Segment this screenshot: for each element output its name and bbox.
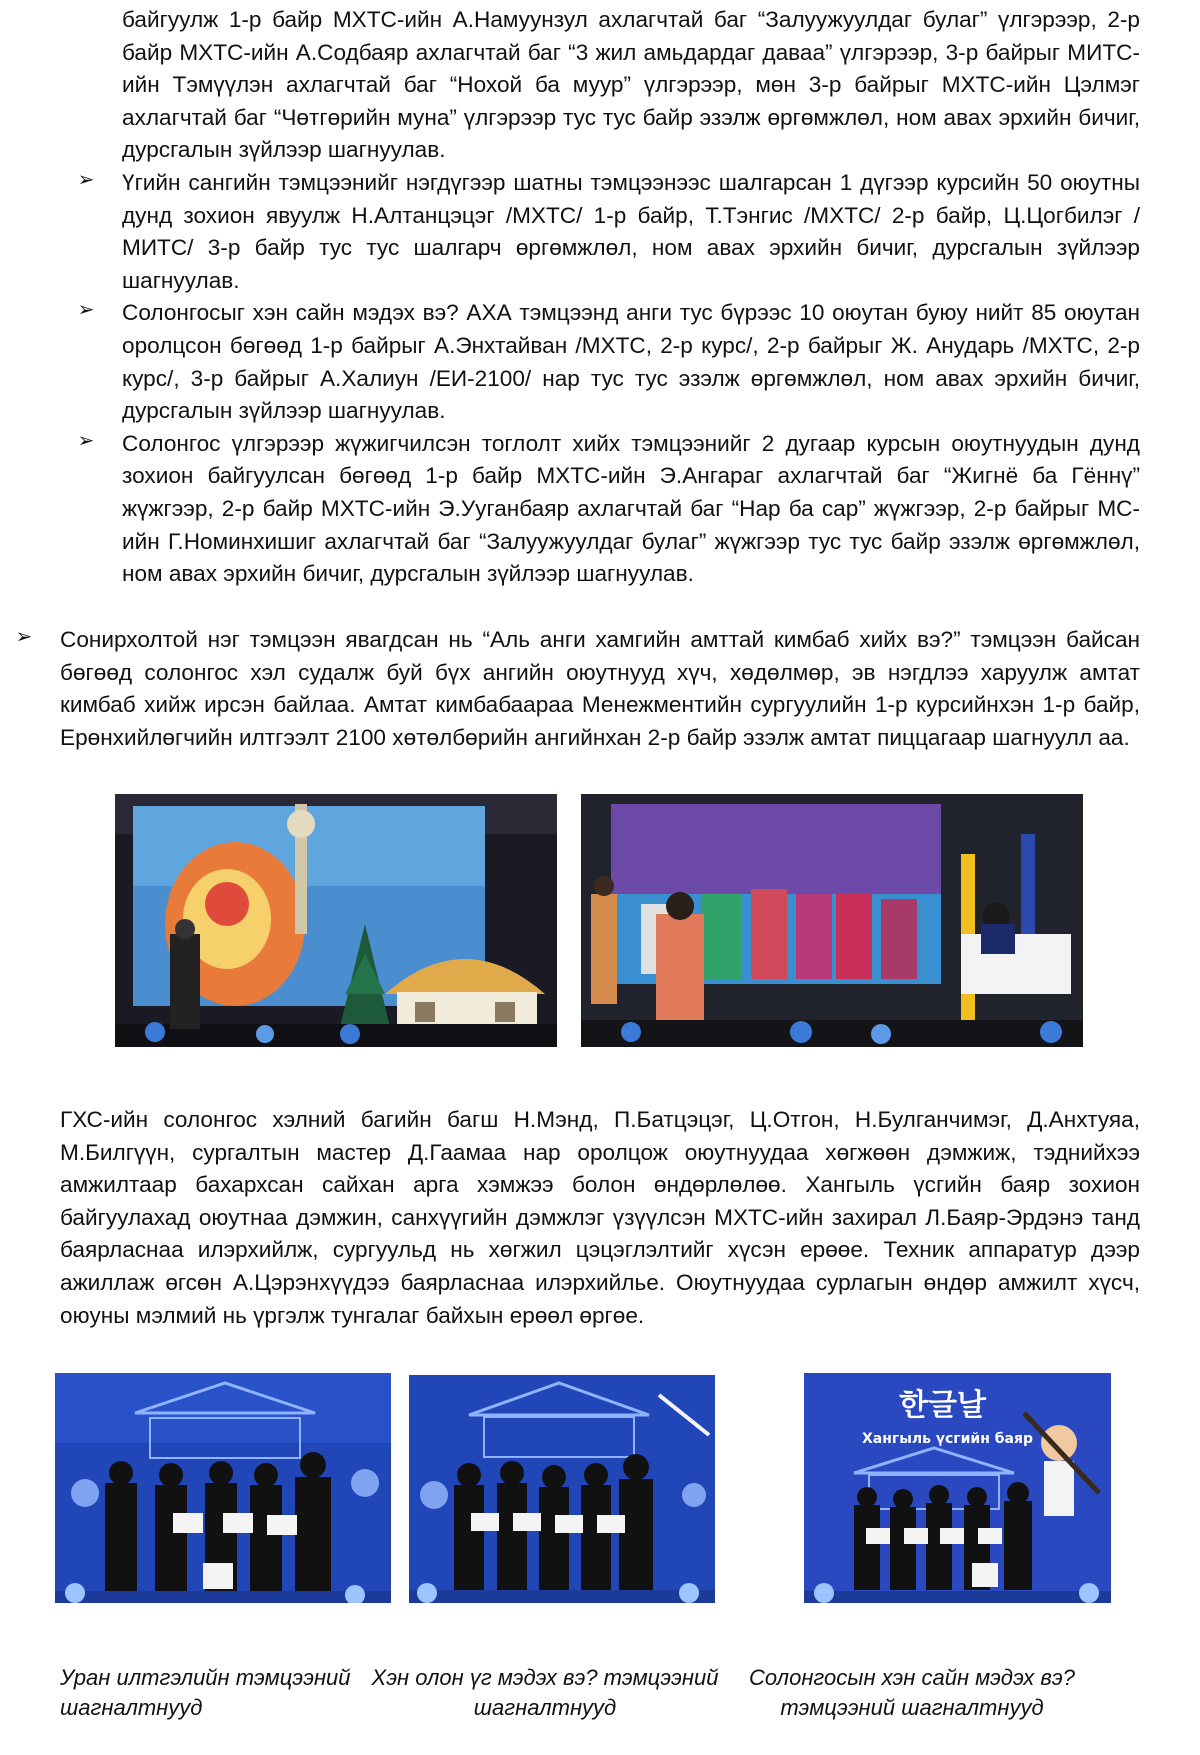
photo-caption-3	[732, 1663, 1092, 1723]
list-item	[77, 427, 1140, 591]
bullet-arrow-icon: ➢	[77, 297, 95, 322]
list-item-text: байгуулж 1-р байр МХТС-ийн А.Намуунзул ахлагчтай баг “Залуужуулдаг булаг” үлгэрээр, 2-р байр МХТС-ийн А.Содбаяр ахлагчтай баг “3 жил амьдардаг даваа” үлгэрээр, 3-р байрыг МИТС-ийн Тэмүүлэн ахлагчтай баг “Нохой ба муур” үлгэрээр, мөн 3-р байрыг МХТС-ийн Цэлмэг ахлагчтай баг “Чөтгөрийн муна” үлгэрээр тус тус байр эзэлж өргөмжлөл, ном авах эрхийн бичиг, дурсгалын зүйлээр шагнуулав.	[122, 7, 1140, 163]
hangul-subtitle: Хангыль үсгийн баяр	[862, 1431, 1034, 1447]
sub-bullet-list	[77, 4, 1140, 591]
hangul-title: 한글날	[899, 1388, 986, 1423]
list-item	[77, 166, 1140, 297]
award-photo-1	[55, 1373, 391, 1603]
bullet-arrow-icon: ➢	[77, 427, 95, 452]
bullet-arrow-icon: ➢	[15, 624, 33, 648]
photo-caption-1	[60, 1663, 360, 1723]
list-item	[77, 297, 1140, 427]
award-photo-2	[409, 1375, 715, 1603]
bullet-arrow-icon: ➢	[77, 166, 95, 191]
caption-line: Хэн олон үг мэдэх вэ? тэмцээний	[371, 1665, 719, 1690]
list-item-text: Солонгосыг хэн сайн мэдэх вэ? АХА тэмцээнд анги тус бүрээс 10 оюутан буюу нийт 85 оюутан оролцсон бөгөөд 1-р байрыг А.Энхтайван /МХТС, 2-р курс/, 2-р байрыг Ж. Анударь /МХТС, 2-р курс/, 3-р байрыг А.Халиун /ЕИ-2100/ нар тус тус эзэлж өргөмжлөл, ном авах эрхийн бичиг, дурсгалын зүйлээр шагнуулав.	[122, 300, 1140, 424]
photo-caption-2	[365, 1663, 725, 1723]
main-item-text: Сонирхолтой нэг тэмцээн явагдсан нь “Аль анги хамгийн амттай кимбаб хийх вэ?” тэмцээн байсан бөгөөд солонгос хэл судалж буй бүх ангийн оюутнууд хүч, хөдөлмөр, эв нэгдлээ харуулж амтат кимбаб хийж ирсэн байлаа. Амтат кимбабаараа Менежментийн сургуулийн 1-р курсийнхэн 1-р байр, Ерөнхийлөгчийн илтгээлт 2100 хөтөлбөрийн ангийнхан 2-р байр эзэлж амтат пиццагаар шагнуулл аа.	[60, 627, 1140, 750]
list-item-text: Солонгос үлгэрээр жүжигчилсэн тоглолт хийх тэмцээнийг 2 дугаар курсын оюутнуудын дунд зохион байгуулсан бөгөөд 1-р байр МХТС-ийн Э.Ангараг ахлагчтай баг “Жигнё ба Гённү” жүжгээр, 2-р байр МХТС-ийн Э.Ууганбаяр ахлагчтай баг “Нар ба сар” жүжгээр, 2-р байрыг МС-ийн Г.Номинхишиг ахлагчтай баг “Залуужуулдаг булаг” жүжгээр тус тус байр эзэлж өргөмжлөл, ном авах эрхийн бичиг, дурсгалын зүйлээр шагнуулав.	[122, 430, 1140, 587]
caption-line: Солонгосын хэн сайн мэдэх вэ?	[749, 1665, 1075, 1690]
caption-line: шагналтнууд	[473, 1695, 617, 1720]
closing-paragraph-text: ГХС-ийн солонгос хэлний багийн багш Н.Мэнд, П.Батцэцэг, Ц.Отгон, Н.Булганчимэг, Д.Анхтуяа, М.Билгүүн, сургалтын мастер Д.Гаамаа нар оролцож оюутнуудаа хөгжөөн дэмжиж, тэднийхээ амжилтаар бахархсан сайхан арга хэмжээ болон өндөрлөлөө. Хангыль үсгийн баяр зохион байгуулахад оюутнаа дэмжин, санхүүгийн дэмжлэг үзүүлсэн МХТС-ийн захирал Л.Баяр-Эрдэнэ танд баярласнаа илэрхийлж, сургуульд нь хөгжил цэцэглэлтийг хүсэн ерөөе. Техник аппаратур дээр ажиллаж өгсөн А.Цэрэнхүүдээ баярласнаа илэрхийлье. Оюутнуудаа сурлагын өндөр амжилт хүсч, оюуны мэлмий нь үргэлж тунгалаг байхын ерөөл өргөе.	[60, 1107, 1140, 1328]
award-photo-3	[804, 1373, 1111, 1603]
list-item-text: Үгийн сангийн тэмцээнийг нэгдүгээр шатны тэмцээнээс шалгарсан 1 дүгээр курсийн 50 оюутны дунд зохион явуулж Н.Алтанцэцэг /МХТС/ 1-р байр, Т.Тэнгис /МХТС/ 2-р байр, Ц.Цогбилэг /МИТС/ 3-р байр тус тус шалгарч өргөмжлөл, ном авах эрхийн бичиг, дурсгалын зүйлээр шагнуулав.	[122, 169, 1140, 293]
main-list-item	[15, 624, 1140, 754]
caption-line: шагналтнууд	[60, 1695, 203, 1720]
stage-performance-photo-2	[581, 794, 1083, 1047]
list-item	[122, 4, 1140, 167]
caption-line: тэмцээний шагналтнууд	[780, 1695, 1044, 1720]
closing-paragraph	[60, 1104, 1140, 1332]
caption-line: Уран илтгэлийн тэмцээний	[60, 1665, 351, 1690]
stage-performance-photo-1	[115, 794, 557, 1047]
